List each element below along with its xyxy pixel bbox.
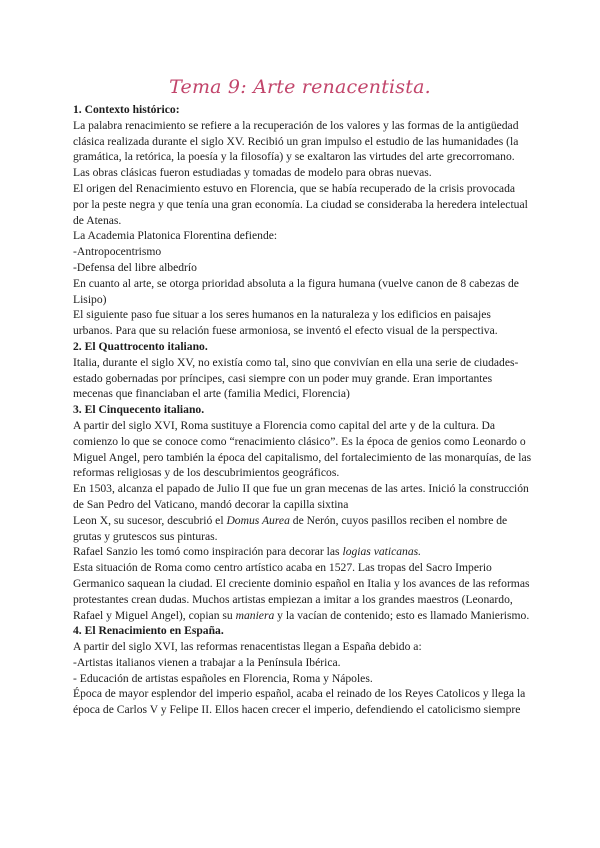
paragraph: Italia, durante el siglo XV, no existía como tal, sino que convivían en ella una serie de ciudades-estado gobernadas por príncipes, casi siempre con un poder muy grande. Eran importantes mecenas que financiaban el arte (familia Medici, Florencia): [73, 355, 519, 401]
italic-term: maniera: [235, 608, 275, 622]
text-run: Leon X, su sucesor, descubrió el: [73, 513, 227, 527]
document-title: Tema 9: Arte renacentista.: [169, 76, 431, 98]
italic-term: Domus Aurea: [226, 513, 290, 527]
list-item: - Educación de artistas españoles en Florencia, Roma y Nápoles.: [73, 671, 373, 685]
paragraph: El origen del Renacimiento estuvo en Florencia, que se había recuperado de la crisis provocada por la peste negra y que tenía una gran economía. La ciudad se consideraba la heredera intelectual de Atenas.: [73, 181, 528, 227]
paragraph: [73, 560, 533, 623]
paragraph: [73, 544, 533, 560]
section-heading-contexto: 1. Contexto histórico:: [73, 103, 180, 116]
paragraph: Época de mayor esplendor del imperio español, acaba el reinado de los Reyes Catolicos y llega la época de Carlos V y Felipe II. Ellos hacen crecer el imperio, defendiendo el catolicismo siempre: [73, 687, 526, 717]
paragraph: En 1503, alcanza el papado de Julio II que fue un gran mecenas de las artes. Inició la construcción de San Pedro del Vaticano, mandó decorar la capilla sixtina: [73, 482, 529, 511]
paragraph: En cuanto al arte, se otorga prioridad absoluta a la figura humana (vuelve canon de 8 cabezas de Lisipo): [73, 276, 519, 306]
text-run: de Nerón, cuyos pasillos reciben el nombre de grutas y grutescos sus pinturas.: [73, 513, 508, 543]
text-run: y la vacían de contenido; esto es llamado Manierismo.: [274, 608, 530, 622]
list-item: -Antropocentrismo: [73, 245, 162, 259]
section-heading-quattrocento: 2. El Quattrocento italiano.: [73, 339, 208, 353]
italic-term: logias vaticanas.: [342, 545, 422, 559]
paragraph: La Academia Platonica Florentina defiende:: [73, 229, 278, 243]
text-run: Rafael Sanzio les tomó como inspiración para decorar las: [73, 545, 343, 559]
paragraph: El siguiente paso fue situar a los seres humanos en la naturaleza y los edificios en paisajes urbanos. Para que su relación fuese armoniosa, se inventó el efecto visual de la perspectiva.: [73, 308, 498, 338]
list-item: -Artistas italianos vienen a trabajar a la Península Ibérica.: [73, 655, 341, 669]
paragraph: A partir del siglo XVI, Roma sustituye a Florencia como capital del arte y de la cultura. Da comienzo lo que se conoce como “renacimiento clásico”. Es la época de genios como Leonardo o Miguel Angel, pero también la época del capitalismo, del fortalecimiento de las monarquías, de las reformas religiosas y de los descubrimientos geográficos.: [73, 418, 532, 480]
list-item: -Defensa del libre albedrío: [73, 260, 197, 274]
section-heading-cinquecento: 3. El Cinquecento italiano.: [73, 403, 205, 417]
paragraph: A partir del siglo XVI, las reformas renacentistas llegan a España debido a:: [73, 640, 422, 654]
text-run: Esta situación de Roma como centro artístico acaba en 1527. Las tropas del Sacro Imperio Germanico saquean la ciudad. El creciente dominio español en Italia y los avances de las reformas protestantes crean dudas. Muchos artistas empiezan a imitar a los grandes maestros (Leonardo, Rafael y Miguel Angel), copian su: [73, 561, 530, 622]
paragraph: [73, 513, 533, 545]
document-body: [73, 102, 533, 718]
section-heading-espana: 4. El Renacimiento en España.: [73, 624, 224, 638]
paragraph: La palabra renacimiento se refiere a la recuperación de los valores y las formas de la antigüedad clásica realizada durante el siglo XV. Recibió un gran impulso el estudio de las humanidades (la gramática, la retórica, la poesía y la filosofía) y se exaltaron las virtudes del arte grecorromano. Las obras clásicas fueron estudiadas y tomadas de modelo para obras nuevas.: [73, 118, 519, 180]
